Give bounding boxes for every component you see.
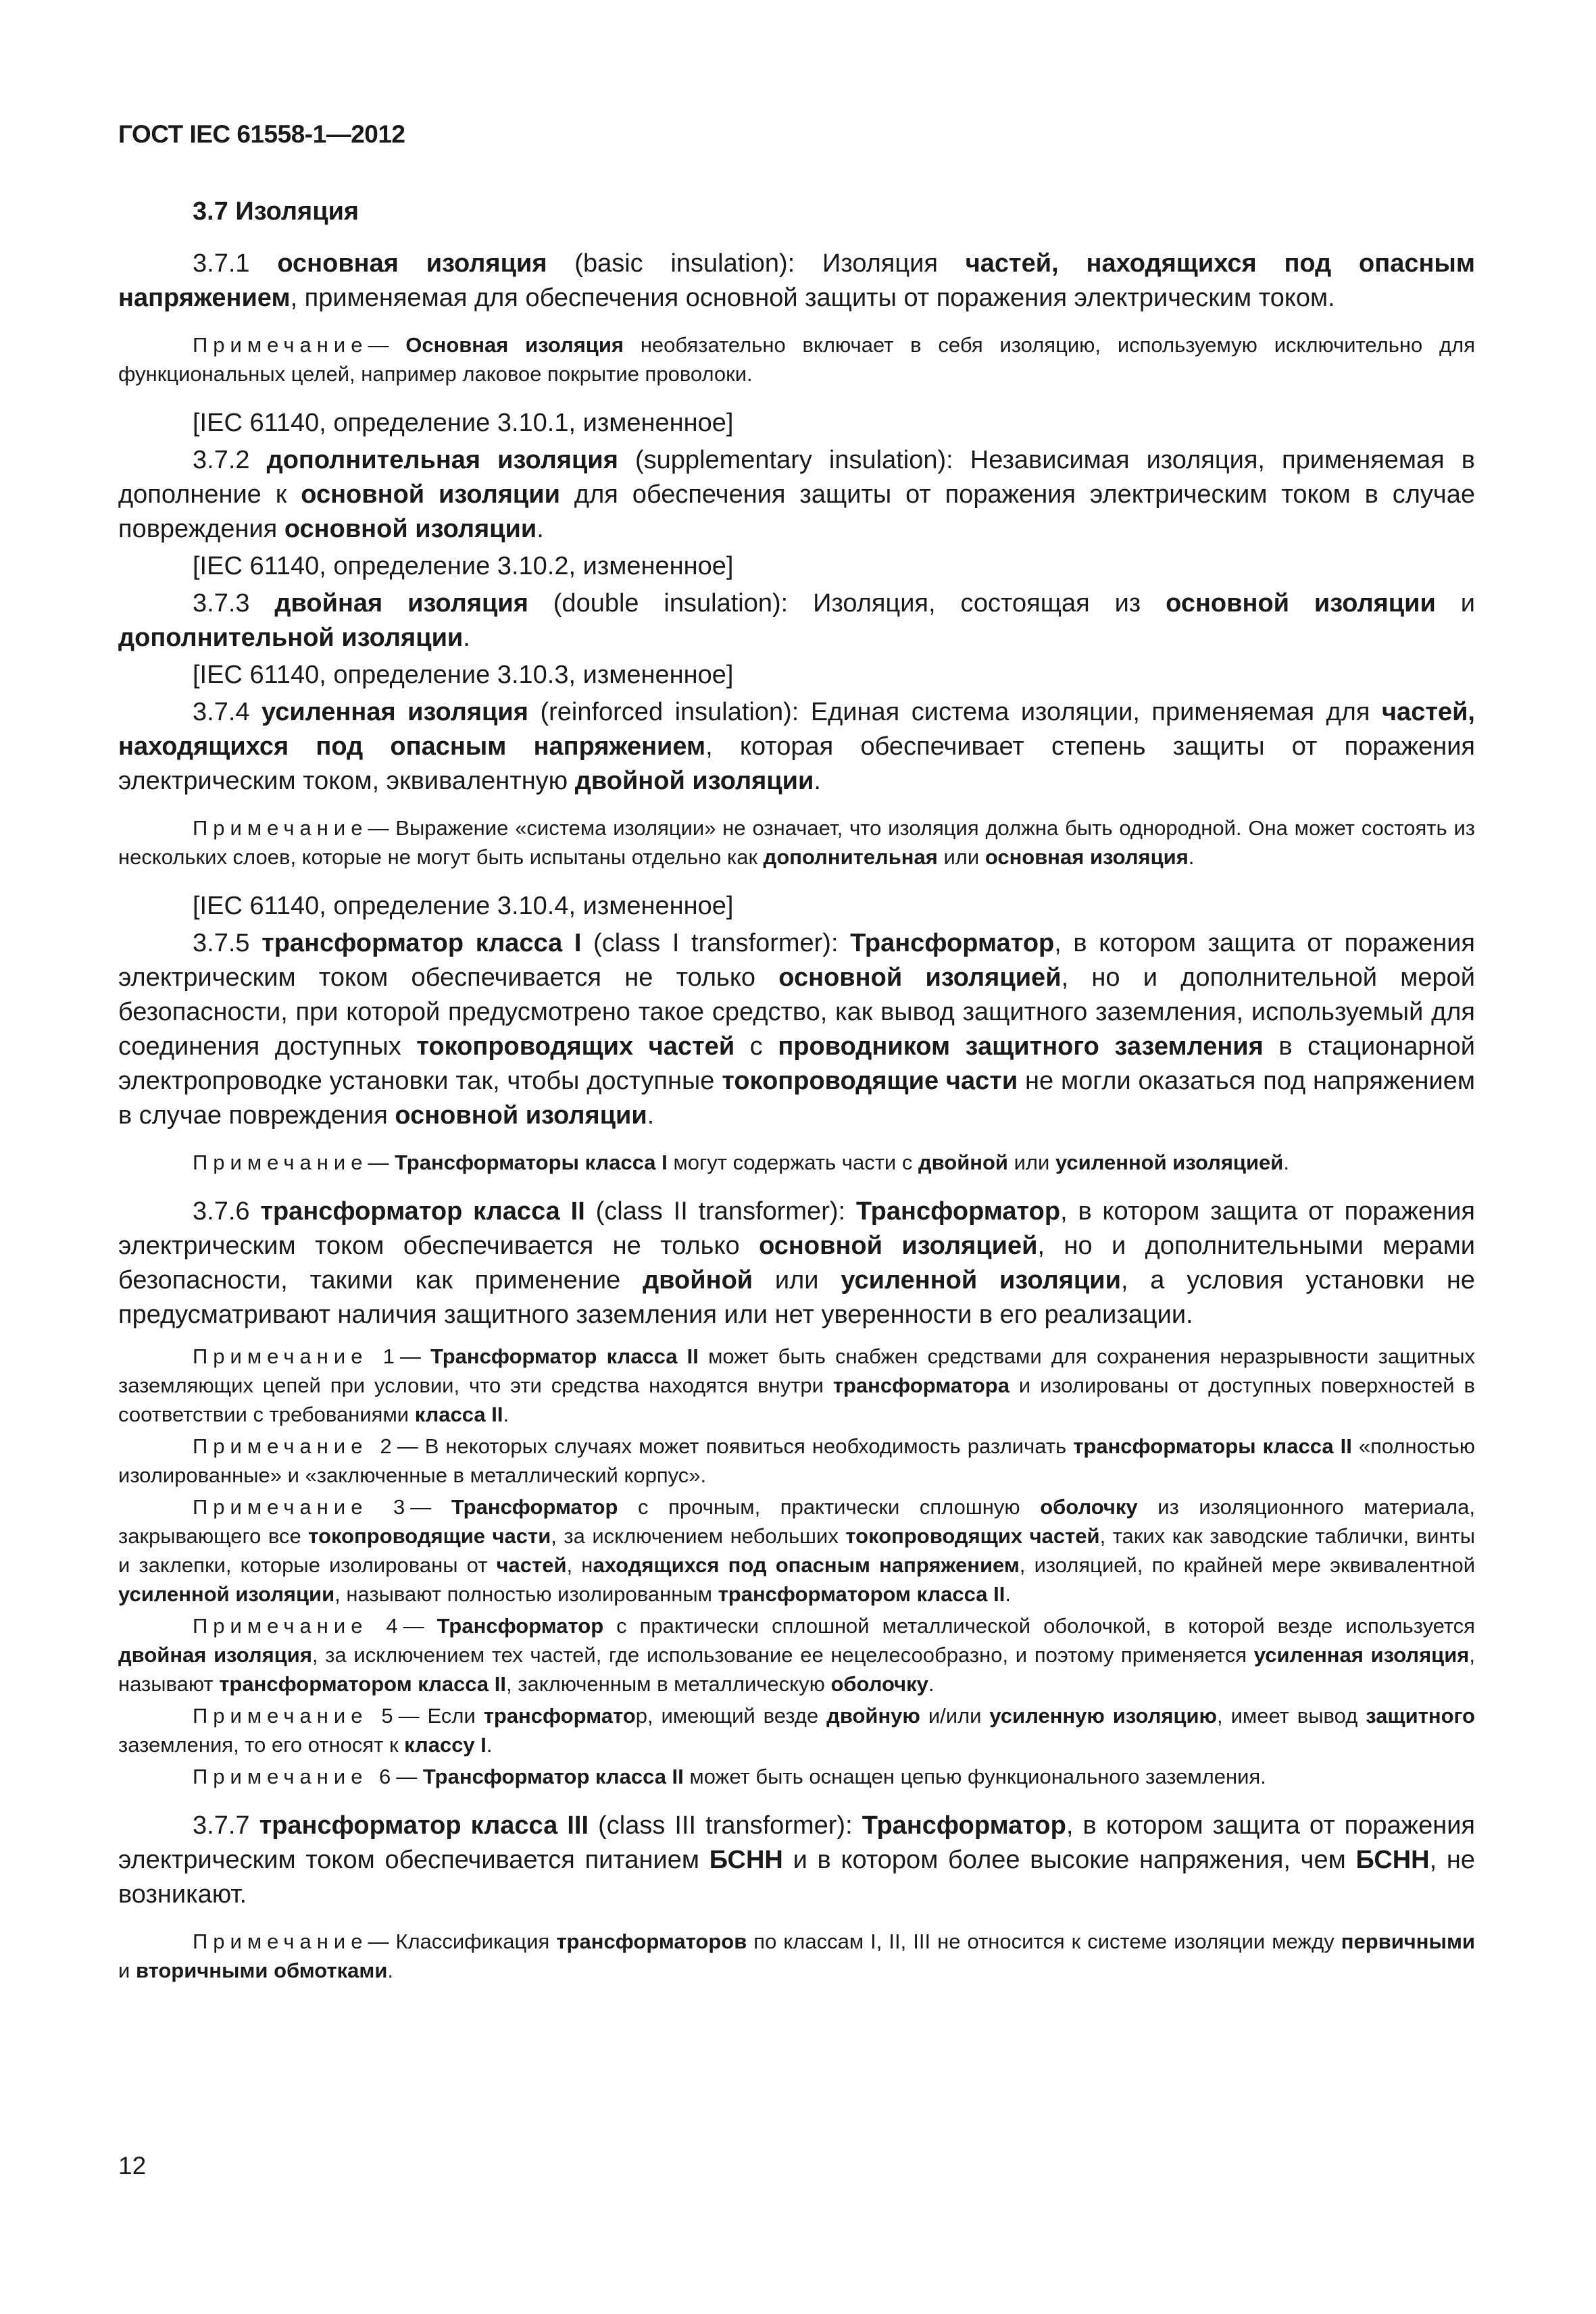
note-3-7-6-4: Примечание 4— Трансформатор с практически сплошной металлической оболочкой, в которой везде используется двойная изоляция, за исключением тех частей, где использование ее нецелесообразно, и поэтому применяется усиленная изоляция, называют трансформатором класса II, заключенным в металлическую оболочку. xyxy=(118,1614,1476,1696)
definition-3-7-1: 3.7.1 основная изоляция (basic insulation): Изоляция частей, находящихся под опасным напряжением, применяемая для обеспечения основной защиты от поражения электрическим током. xyxy=(118,249,1475,312)
reference-4: [IEC 61140, определение 3.10.4, измененное] xyxy=(193,892,734,920)
note-3-7-7: Примечание— Классификация трансформаторов по классам I, II, III не относится к системе изоляции между первичными и вторичными обмотками. xyxy=(118,1930,1475,1982)
page-content xyxy=(118,197,1475,2003)
reference-1: [IEC 61140, определение 3.10.1, измененное] xyxy=(193,409,734,437)
note-3-7-6-3: Примечание 3— Трансформатор с прочным, практически сплошную оболочку из изоляционного материала, закрывающего все токопроводящие части, за исключением небольших токопроводящих частей, таких как заводские таблички, винты и заклепки, которые изолированы от частей, находящихся под опасным напряжением, изоляцией, по крайней мере эквивалентной усиленной изоляции, называют полностью изолированным трансформатором класса II. xyxy=(118,1495,1476,1606)
note-3-7-6-1: Примечание 1— Трансформатор класса II может быть снабжен средствами для сохранения неразрывности защитных заземляющих цепей при условии, что эти средства находятся внутри трансформатора и изолированы от доступных поверхностей в соответствии с требованиями класса II. xyxy=(118,1344,1475,1426)
definition-3-7-5: 3.7.5 трансформатор класса I (class I transformer): Трансформатор, в котором защита от поражения электрическим током обеспечивается не только основной изоляцией, но и дополнительной мерой безопасности, при которой предусмотрено такое средство, как вывод защитного заземления, используемый для соединения доступных токопроводящих частей с проводником защитного заземления в стационарной электропроводке установки так, чтобы доступные токопроводящие части не могли оказаться под напряжением в случае повреждения основной изоляции. xyxy=(118,929,1476,1130)
definition-3-7-4: 3.7.4 усиленная изоляция (reinforced insulation): Единая система изоляции, применяемая для частей, находящихся под опасным напряжением, которая обеспечивает степень защиты от поражения электрическим током, эквивалентную двойной изоляции. xyxy=(118,698,1476,795)
note-3-7-6-6: Примечание 6— Трансформатор класса II может быть оснащен цепью функционального заземления. xyxy=(193,1765,1266,1788)
document-header: ГОСТ IEC 61558-1—2012 xyxy=(118,120,405,148)
page-number: 12 xyxy=(118,2152,147,2180)
definition-3-7-7: 3.7.7 трансформатор класса III (class III transformer): Трансформатор, в котором защита от поражения электрическим током обеспечивается питанием БСНН и в котором более высокие напряжения, чем БСНН, не возникают. xyxy=(118,1811,1475,1909)
note-3-7-1: Примечание— Основная изоляция необязательно включает в себя изоляцию, используемую исключительно для функциональных целей, например лаковое покрытие проволоки. xyxy=(118,333,1475,386)
definition-3-7-3: 3.7.3 двойная изоляция (double insulation): Изоляция, состоящая из основной изоляции и дополнительной изоляции. xyxy=(118,589,1475,652)
note-3-7-6-2: Примечание 2— В некоторых случаях может появиться необходимость различать трансформаторы класса II «полностью изолированные» и «заключенные в металлический корпус». xyxy=(118,1434,1475,1487)
note-3-7-6-5: Примечание 5— Если трансформатор, имеющий везде двойную и/или усиленную изоляцию, имеет вывод защитного заземления, то его относят к классу I. xyxy=(118,1704,1475,1757)
definition-3-7-6: 3.7.6 трансформатор класса II (class II transformer): Трансформатор, в котором защита от поражения электрическим током обеспечивается не только основной изоляцией, но и дополнительными мерами безопасности, такими как применение двойной или усиленной изоляции, а условия установки не предусматривают наличия защитного заземления или нет уверенности в его реализации. xyxy=(118,1197,1476,1329)
section-title: 3.7 Изоляция xyxy=(193,197,359,226)
note-3-7-5: Примечание— Трансформаторы класса I могут содержать части с двойной или усиленной изоляцией. xyxy=(193,1151,1289,1174)
reference-2: [IEC 61140, определение 3.10.2, измененное] xyxy=(193,552,734,580)
definition-3-7-2: 3.7.2 дополнительная изоляция (supplementary insulation): Независимая изоляция, применяемая в дополнение к основной изоляции для обеспечения защиты от поражения электрическим током в случае повреждения основной изоляции. xyxy=(118,446,1476,543)
note-3-7-4: Примечание— Выражение «система изоляции» не означает, что изоляция должна быть однородной. Она может состоять из нескольких слоев, которые не могут быть испытаны отдельно как дополнительная или основная изоляция. xyxy=(118,816,1475,869)
reference-3: [IEC 61140, определение 3.10.3, измененное] xyxy=(193,661,734,689)
